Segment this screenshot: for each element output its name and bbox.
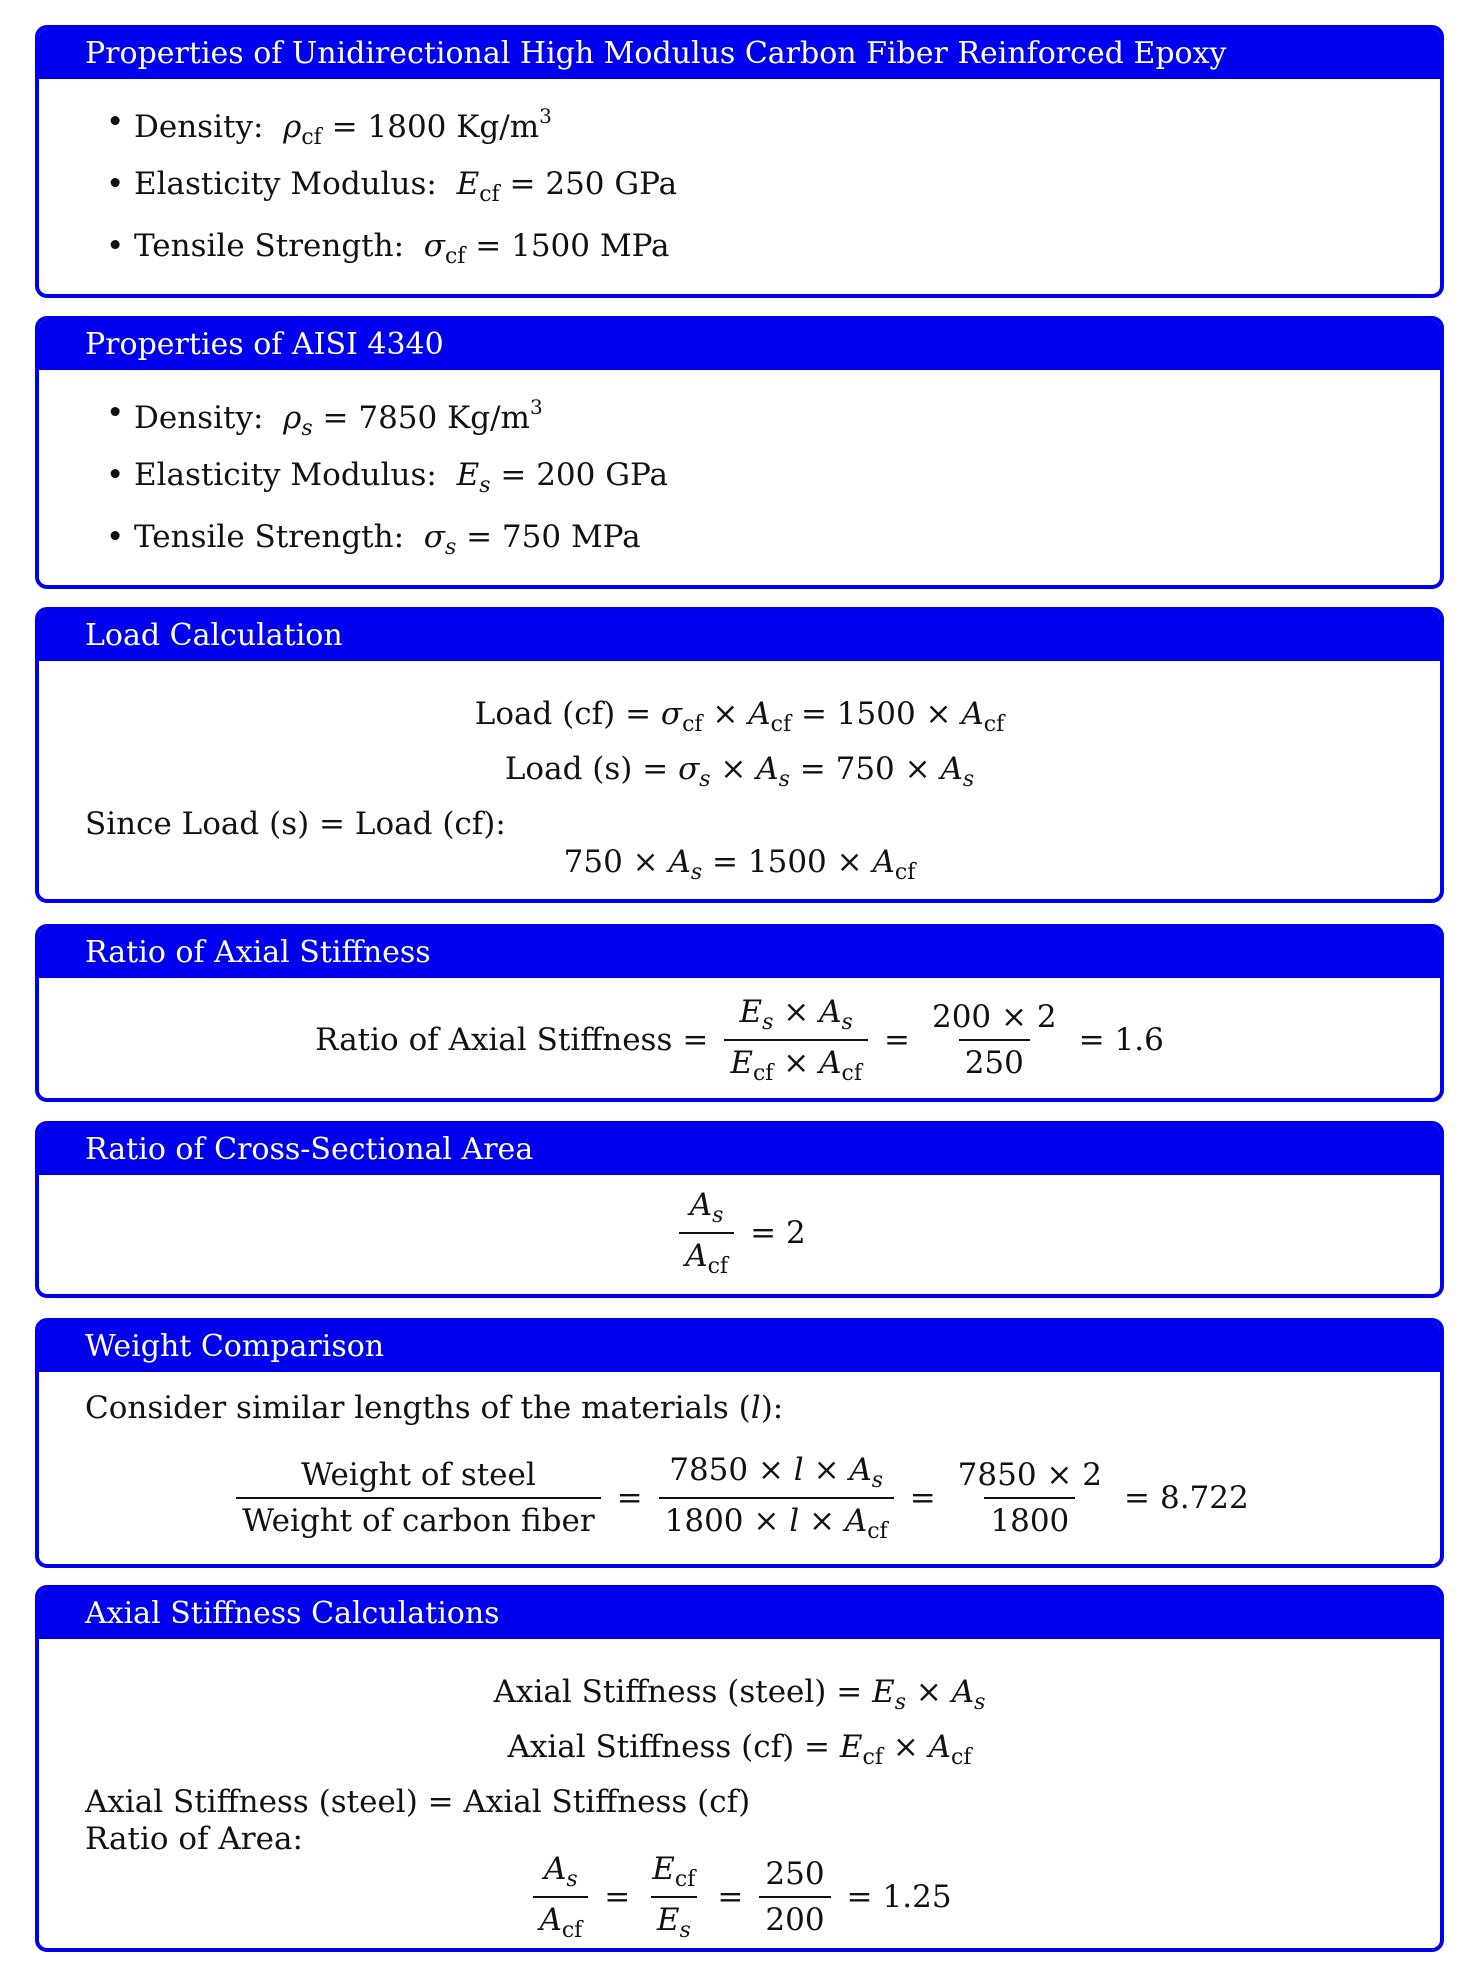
load-calculation-box: [35, 607, 1444, 903]
weight-ratio-equation: $\frac{\text{Weight of steel}}{\text{Weight of carbon fiber}}$ = $\frac{7850 \times l \times A_s}{1800 \times l \times A_{cf}}$ = $\frac{7850 \times 2}{1800}$ = 8.722: [39, 1452, 1440, 1544]
stiffness-fraction-symbolic: $\frac{E_s \times A_s}{E_{cf} \times A_{cf}}$: [724, 994, 868, 1086]
length-variable: l: [750, 1390, 761, 1426]
cf-modulus-item: • Elasticity Modulus: $E_{cf} = 250$ GPa: [106, 166, 678, 207]
axial-stiffness-title: Axial Stiffness Calculations: [39, 1589, 1440, 1639]
weight-comparison-title: Weight Comparison: [39, 1322, 1440, 1372]
weight-cf-label: Weight of carbon fiber: [236, 1497, 600, 1539]
load-cf-equation: Load $(cf) = \sigma_{cf} \times A_{cf} = 1500 \times A_{cf}$: [474, 696, 1005, 737]
load-s-value: 750: [835, 751, 895, 787]
cf-modulus-label: Elasticity Modulus:: [134, 166, 437, 202]
axial-area-result: 1.25: [882, 1879, 952, 1915]
load-cf-label: Load (cf): [474, 696, 616, 732]
bullet-icon: •: [106, 228, 125, 264]
load-calculation-title: Load Calculation: [39, 611, 1440, 661]
steel-strength-label: Tensile Strength:: [134, 519, 405, 555]
weight-numerator: 7850 × 2: [957, 1457, 1102, 1493]
steel-modulus-label: Elasticity Modulus:: [134, 457, 437, 493]
stiffness-ratio-title: Ratio of Axial Stiffness: [39, 928, 1440, 978]
steel-modulus-value: 200 GPa: [536, 457, 668, 493]
bullet-icon: •: [106, 104, 125, 140]
axial-cf-equation: Axial Stiffness $(cf) = E_{cf} \times A_{cf}$: [507, 1729, 972, 1770]
stiffness-fraction-numeric: [926, 999, 1063, 1081]
stiffness-ratio-equation: Ratio of Axial Stiffness = $\frac{E_s \times A_s}{E_{cf} \times A_{cf}}$ = $\frac{200 \times 2}{250}$ = 1.6: [315, 994, 1164, 1086]
load-s-equation: Load $(s) = \sigma_s \times A_s = 750 \times A_s$: [504, 751, 975, 792]
area-ratio-result: 2: [786, 1215, 806, 1251]
cf-strength-value: 1500 MPa: [511, 228, 670, 264]
load-equality: $750 \times A_s = 1500 \times A_{cf}$: [563, 844, 916, 885]
weight-fraction-symbolic: $\frac{7850 \times l \times A_s}{1800 \times l \times A_{cf}}$: [659, 1452, 894, 1544]
cf-modulus-value: 250 GPa: [545, 166, 678, 202]
steel-properties-title: Properties of AISI 4340: [39, 320, 1440, 370]
bullet-icon: •: [106, 457, 125, 493]
stiffness-denominator: 250: [959, 1039, 1030, 1081]
weight-denominator: 1800: [984, 1497, 1075, 1539]
axial-numeric-fraction: [759, 1856, 830, 1938]
axial-steel-label: Axial Stiffness (steel): [493, 1674, 827, 1710]
load-equality-cf-value: 1500: [747, 844, 827, 880]
axial-cf-label: Axial Stiffness (cf): [507, 1729, 795, 1765]
ratio-of-area-label: Ratio of Area:: [85, 1821, 303, 1857]
cf-strength-label: Tensile Strength:: [134, 228, 405, 264]
load-cf-value: 1500: [836, 696, 916, 732]
axial-equal-text: Axial Stiffness (steel) = Axial Stiffness (cf): [85, 1784, 751, 1820]
axial-denominator: 200: [759, 1896, 830, 1938]
area-ratio-result-equation: $\frac{A_s}{A_{cf}}$ = $\frac{E_{cf}}{E_s}$ = $\frac{250}{200}$ = 1.25: [39, 1851, 1440, 1943]
weight-ratio-result: 8.722: [1159, 1480, 1249, 1516]
weight-fraction-numeric: [952, 1457, 1108, 1539]
weight-comparison-box: [35, 1318, 1444, 1568]
cf-strength-item: • Tensile Strength: $\sigma_{cf} = 1500$ MPa: [106, 228, 670, 269]
steel-density-value: 7850 Kg/m: [358, 400, 530, 436]
area-ratio-box: [35, 1121, 1444, 1298]
area-ratio-title: Ratio of Cross-Sectional Area: [39, 1125, 1440, 1175]
cf-density-value: 1800 Kg/m: [367, 109, 540, 145]
load-equality-s-value: 750: [563, 844, 623, 880]
area-ratio-equation: $\frac{A_s}{A_{cf}}$ = 2: [39, 1187, 1440, 1279]
axial-modulus-fraction: $\frac{E_{cf}}{E_s}$: [652, 1851, 696, 1943]
axial-area-fraction: $\frac{A_s}{A_{cf}}$: [533, 1851, 588, 1943]
steel-strength-item: • Tensile Strength: $\sigma_s = 750$ MPa: [106, 519, 641, 560]
weight-intro-text: Consider similar lengths of the materials (: [85, 1390, 751, 1426]
steel-modulus-item: • Elasticity Modulus: $E_s = 200$ GPa: [106, 457, 668, 498]
steel-strength-value: 750 MPa: [501, 519, 641, 555]
steel-density-label: Density:: [134, 400, 264, 436]
steel-properties-box: [35, 316, 1444, 589]
cf-density-label: Density:: [134, 109, 264, 145]
bullet-icon: •: [106, 395, 125, 431]
load-s-label: Load (s): [504, 751, 633, 787]
axial-numerator: 250: [765, 1856, 825, 1892]
weight-fraction-words: [236, 1457, 600, 1539]
weight-intro-end: ):: [760, 1390, 784, 1426]
bullet-icon: •: [106, 166, 125, 202]
cf-properties-box: [35, 25, 1444, 298]
stiffness-ratio-box: [35, 924, 1444, 1102]
stiffness-ratio-label: Ratio of Axial Stiffness: [315, 1022, 673, 1058]
axial-steel-equation: Axial Stiffness (steel) = $E_s \times A_s$: [493, 1674, 986, 1715]
weight-intro: [85, 1390, 783, 1426]
weight-steel-label: Weight of steel: [301, 1457, 536, 1493]
since-text: Since Load (s) = Load (cf):: [85, 806, 506, 842]
steel-density-item: • Density: $\rho_s = 7850$ $Kg/m^3$: [106, 395, 543, 441]
stiffness-ratio-result: 1.6: [1114, 1022, 1164, 1058]
area-fraction: $\frac{A_s}{A_{cf}}$: [679, 1187, 734, 1279]
axial-stiffness-box: [35, 1585, 1444, 1952]
stiffness-numerator: 200 × 2: [931, 999, 1057, 1035]
bullet-icon: •: [106, 519, 125, 555]
cf-density-item: • Density: $\rho_{cf} = 1800$ $Kg/m^3$: [106, 104, 552, 150]
cf-properties-title: Properties of Unidirectional High Modulus Carbon Fiber Reinforced Epoxy: [39, 29, 1440, 79]
